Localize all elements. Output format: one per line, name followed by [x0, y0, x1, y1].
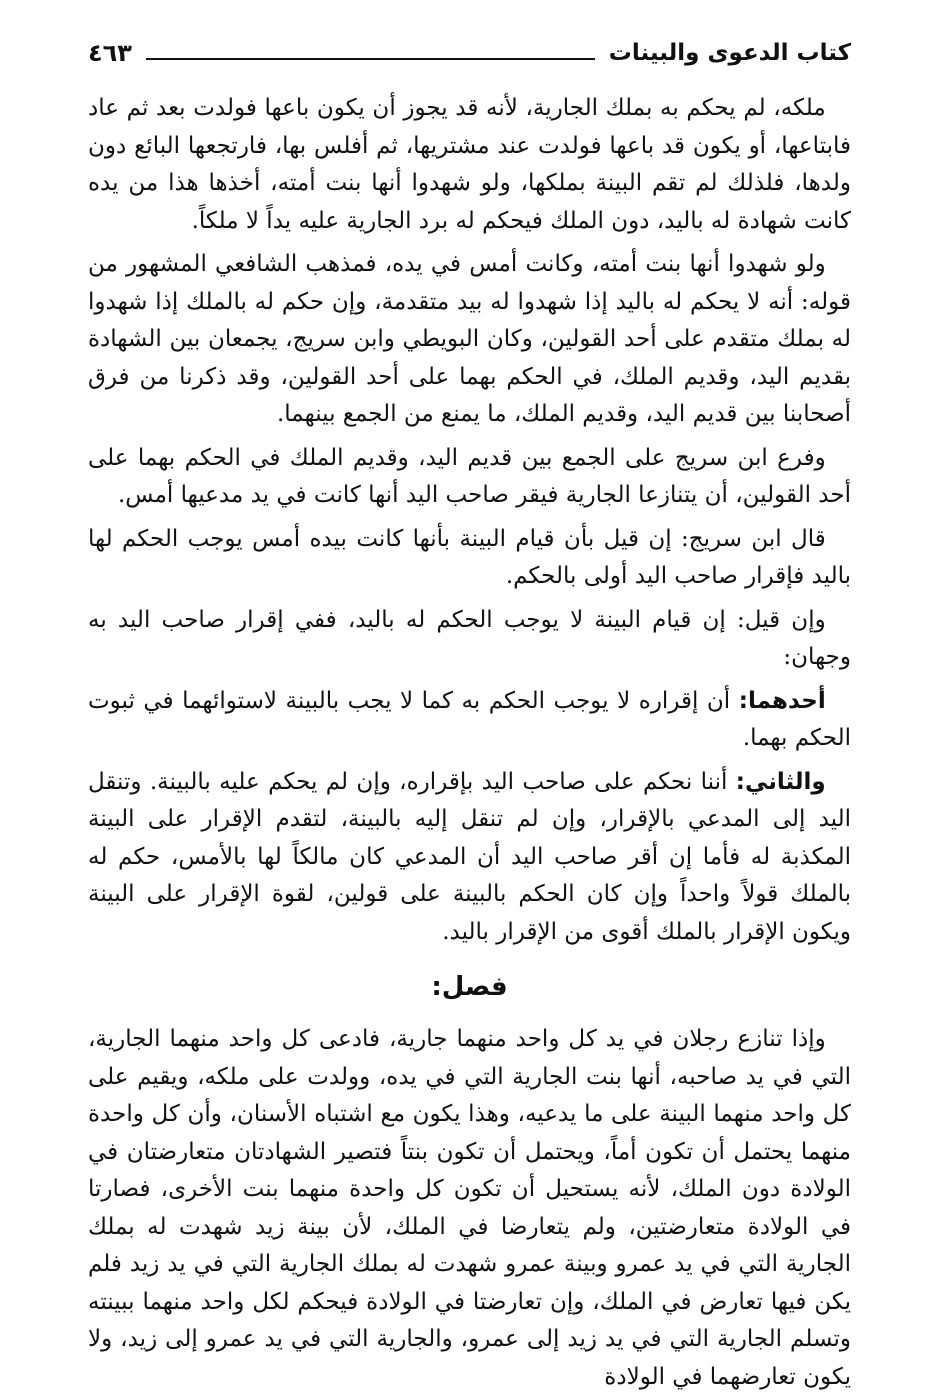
section-paragraph: وإذا تنازع رجلان في يد كل واحد منهما جارية، فادعى كل واحد منهما الجارية، التي في يد صاحبه، أنها بنت الجارية التي في يده، وولدت على ملكه، ويقيم على كل واحد منهما البينة على ما يدعيه، وهذا يكون مع اشتباه الأسنان، وأن كل واحدة منهما يحتمل أن تكون أماً، ويحتمل أن تكون بنتاً فتصير الشهادتان متعارضتان في الولادة دون الملك، لأنه يستحيل أن تكون كل واحدة منهما بنت الأخرى، فصارتا في الولادة متعارضتين، ولم يتعارضا في الملك، لأن بينة زيد شهدت له بملك الجارية التي في يد عمرو وبينة عمرو شهدت له بملك الجارية التي في يد زيد فلم يكن فيها تعارض في الملك، وإن تعارضتا في الولادة فيحكم لكل واحد منهما ببينته وتسلم الجارية التي في يد زيد إلى عمرو، والجارية التي في يد عمرو إلى زيد، ولا يكون تعارضهما في الولادة	[88, 1026, 851, 1390]
option-paragraph-first	[88, 683, 851, 758]
book-title: كتاب الدعوى والبينات	[608, 40, 851, 66]
paragraph: ملكه، لم يحكم به بملك الجارية، لأنه قد يجوز أن يكون باعها فولدت بعد ثم عاد فابتاعها، أو يكون قد باعها فولدت عند مشتريها، ثم أفلس بها، فارتجعها البائع دون ولدها، فلذلك لم تقم البينة بملكها، ولو شهدوا أنها بنت أمته، أخذها هذا من يده كانت شهادة له باليد، دون الملك فيحكم له برد الجارية عليه يداً لا ملكاً.	[88, 95, 851, 234]
option-text-second: أننا نحكم على صاحب اليد بإقراره، وإن لم يحكم عليه بالبينة. وتنقل اليد إلى المدعي بالإقرار، وإن لم تنقل إليه بالبينة، لتقدم الإقرار على البينة المكذبة له فأما إن أقر صاحب اليد أن المدعي كان مالكاً لها بالأمس، حكم له بالملك قولاً واحداً وإن كان الحكم بالبينة على قولين، لقوة الإقرار على البينة ويكون الإقرار بالملك أقوى من الإقرار باليد.	[88, 768, 851, 945]
option-paragraph-second	[88, 764, 851, 952]
option-label-second: والثاني:	[735, 768, 826, 795]
section-heading: فصل:	[431, 972, 508, 1002]
option-text-first: أن إقراره لا يوجب الحكم به كما لا يجب بالبينة لاستوائهما في ثبوت الحكم بهما.	[88, 687, 851, 751]
main-text	[88, 90, 851, 1396]
page-number: ٤٦٣	[88, 39, 132, 67]
paragraph: قال ابن سريج: إن قيل بأن قيام البينة بأنها كانت بيده أمس يوجب الحكم لها باليد فإقرار صاحب اليد أولى بالحكم.	[88, 525, 851, 589]
paragraph: ولو شهدوا أنها بنت أمته، وكانت أمس في يده، فمذهب الشافعي المشهور من قوله: أنه لا يحكم له باليد إذا شهدوا له بيد متقدمة، وإن حكم له بالملك إذا شهدوا له بملك متقدم على أحد القولين، وكان البويطي وابن سريج، يجمعان بين الشهادة بقديم اليد، وقديم الملك، في الحكم بهما على أحد القولين، وقد ذكرنا من فرق أصحابنا بين قديم اليد، وقديم الملك، ما يمنع من الجمع بينهما.	[88, 251, 851, 427]
paragraph: وإن قيل: إن قيام البينة لا يوجب الحكم له باليد، ففي إقرار صاحب اليد به وجهان:	[88, 606, 851, 670]
option-label-first: أحدهما:	[738, 687, 826, 714]
header-rule	[146, 58, 595, 60]
paragraph: وفرع ابن سريج على الجمع بين قديم اليد، وقديم الملك في الحكم بهما على أحد القولين، أن يتنازعا الجارية فيقر صاحب اليد أنها كانت في يد مدعيها أمس.	[88, 444, 851, 508]
page-header	[88, 30, 851, 76]
